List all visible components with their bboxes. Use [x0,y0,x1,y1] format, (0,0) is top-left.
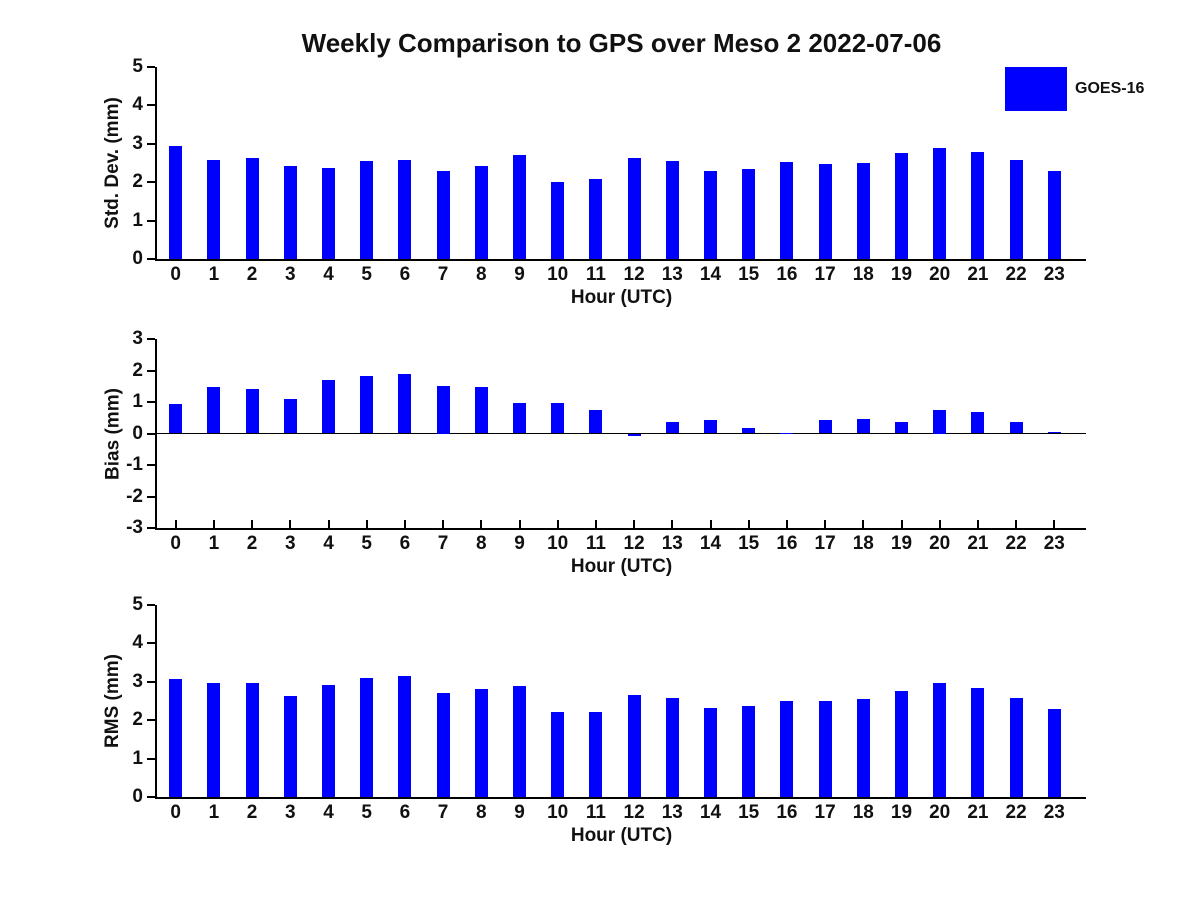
bar-hour-17 [819,420,832,434]
y-tick-label: 0 [132,422,143,444]
bar-hour-7 [437,693,450,797]
bar-hour-10 [551,403,564,434]
x-tick-label: 16 [776,264,798,285]
y-axis-label-rms: RMS (mm) [102,654,123,748]
bar-hour-14 [704,420,717,433]
y-tick [147,258,155,260]
x-tick-label: 1 [208,533,220,554]
x-tick-label: 2 [246,264,258,285]
bar-hour-1 [207,160,220,259]
x-tick [557,520,559,528]
bar-hour-20 [933,410,946,434]
bar-hour-19 [895,153,908,259]
bar-hour-4 [322,380,335,434]
x-tick-label: 20 [929,264,951,285]
y-tick [147,642,155,644]
x-tick-label: 14 [699,802,722,823]
x-tick [824,520,826,528]
x-tick-label: 12 [623,264,645,285]
y-tick-label: 2 [132,359,143,381]
y-tick [147,338,155,340]
y-tick [147,104,155,106]
x-tick-label: 9 [514,264,525,285]
x-tick-label: 3 [285,533,296,554]
x-tick-label: 7 [437,802,449,823]
y-tick-label: 3 [132,670,143,692]
x-tick [404,520,406,528]
y-tick [147,496,155,498]
x-tick-label: 14 [699,533,722,554]
bar-hour-19 [895,422,908,434]
x-tick-label: 2 [246,802,258,823]
x-tick-label: 4 [323,533,334,554]
y-tick [147,604,155,606]
x-tick [1053,520,1055,528]
x-tick [748,520,750,528]
x-tick-label: 10 [547,533,569,554]
bar-hour-3 [284,696,297,797]
y-tick-label: 5 [132,56,143,77]
x-tick [939,520,941,528]
bar-hour-2 [246,389,259,434]
bar-hour-7 [437,386,450,433]
x-tick-label: 20 [929,802,951,823]
x-tick [213,520,215,528]
y-tick-label: 3 [132,132,143,154]
bar-hour-17 [819,164,832,259]
x-tick-label: 14 [699,264,722,285]
x-tick-label: 20 [929,533,951,554]
x-tick-label: 12 [623,802,645,823]
y-tick [147,464,155,466]
bar-hour-5 [360,678,373,797]
y-tick [147,796,155,798]
x-tick-label: 0 [170,264,181,285]
y-tick-label: 4 [132,632,143,654]
bar-hour-21 [971,152,984,259]
x-axis-label-hour-utc: Hour (UTC) [570,287,673,308]
x-tick [1015,520,1017,528]
x-tick [671,520,673,528]
bar-hour-6 [398,374,411,433]
x-tick-label: 7 [437,533,449,554]
x-tick [633,520,635,528]
x-tick-label: 15 [738,533,760,554]
x-tick-label: 1 [208,264,220,285]
bar-hour-22 [1010,160,1023,259]
x-tick-label: 18 [852,264,874,285]
x-tick [442,520,444,528]
bar-hour-18 [857,419,870,434]
x-tick-label: 18 [852,802,874,823]
x-tick-label: 22 [1005,802,1027,823]
bar-hour-3 [284,166,297,259]
y-tick [147,66,155,68]
y-tick-label: 1 [132,391,143,412]
bar-hour-10 [551,712,564,797]
bar-hour-1 [207,683,220,797]
bar-hour-10 [551,182,564,259]
bar-hour-14 [704,171,717,259]
bar-hour-3 [284,399,297,433]
x-tick-label: 22 [1005,533,1027,554]
x-tick-label: 23 [1043,264,1065,285]
bar-hour-5 [360,161,373,259]
y-tick-label: -3 [126,517,143,538]
x-tick [901,520,903,528]
x-tick-label: 17 [814,802,836,823]
bar-hour-1 [207,387,220,434]
x-tick-label: 10 [547,264,569,285]
x-tick-label: 13 [661,802,683,823]
bar-hour-16 [780,433,793,434]
x-tick-label: 19 [890,264,913,285]
bar-hour-0 [169,679,182,797]
panel-bias [102,328,1086,577]
x-tick-label: 9 [514,533,525,554]
bar-hour-20 [933,683,946,797]
bar-hour-21 [971,688,984,797]
x-tick-label: 8 [476,533,487,554]
bar-hour-9 [513,686,526,797]
x-tick-label: 0 [170,802,181,823]
x-tick-label: 9 [514,802,525,823]
y-tick [147,370,155,372]
y-tick [147,143,155,145]
y-tick-label: 3 [132,328,143,349]
y-tick-label: 1 [132,747,143,769]
bar-hour-4 [322,685,335,797]
x-tick-label: 23 [1043,533,1065,554]
x-tick-label: 0 [170,533,181,554]
x-tick-label: 8 [476,802,487,823]
y-tick-label: 1 [132,209,143,231]
bar-hour-16 [780,701,793,797]
bar-hour-23 [1048,171,1061,259]
y-axis-line [155,67,157,259]
bar-hour-13 [666,161,679,259]
x-tick-label: 18 [852,533,874,554]
x-tick-label: 11 [585,802,606,823]
x-tick-label: 17 [814,264,836,285]
bar-hour-11 [589,712,602,797]
y-tick [147,758,155,760]
x-tick-label: 4 [323,264,334,285]
y-tick-label: 0 [132,248,143,269]
bar-hour-5 [360,376,373,433]
y-axis-label-bias: Bias (mm) [102,387,123,480]
x-tick-label: 16 [776,802,798,823]
y-axis-line [155,605,157,797]
bar-hour-8 [475,387,488,434]
bar-hour-12 [628,695,641,797]
bar-hour-23 [1048,709,1061,797]
bar-hour-18 [857,163,870,259]
x-tick-label: 12 [623,533,645,554]
x-axis-line [155,528,1086,530]
x-axis-line [155,797,1086,799]
y-axis-label-std-dev: Std. Dev. (mm) [102,97,123,229]
bar-hour-22 [1010,698,1023,797]
y-tick-label: 0 [132,786,143,807]
x-tick-label: 15 [738,264,760,285]
x-tick-label: 5 [361,802,372,823]
x-tick-label: 6 [399,264,411,285]
bar-hour-18 [857,699,870,797]
x-tick-label: 3 [285,802,296,823]
x-tick-label: 2 [246,533,258,554]
x-tick [862,520,864,528]
x-tick [175,520,177,528]
bar-hour-12 [628,158,641,259]
bar-hour-0 [169,404,182,433]
bar-hour-11 [589,410,602,433]
chart-title: Weekly Comparison to GPS over Meso 2 2022-07-06 [301,28,942,58]
x-tick-label: 19 [890,533,913,554]
x-tick [366,520,368,528]
bar-hour-11 [589,179,602,259]
bar-hour-19 [895,691,908,797]
x-tick [786,520,788,528]
x-tick [251,520,253,528]
x-tick-label: 13 [661,533,683,554]
bar-hour-7 [437,171,450,259]
x-tick-label: 8 [476,264,487,285]
bar-hour-14 [704,708,717,797]
y-tick [147,181,155,183]
bar-hour-6 [398,676,411,797]
bar-hour-13 [666,422,679,434]
bar-hour-0 [169,146,182,259]
x-tick-label: 19 [890,802,913,823]
bar-hour-20 [933,148,946,259]
bar-hour-12 [628,434,641,437]
y-tick [147,527,155,529]
bar-hour-16 [780,162,793,259]
x-tick-label: 11 [585,264,606,285]
panel-std-dev [102,56,1086,308]
x-tick [977,520,979,528]
x-tick-label: 5 [361,533,372,554]
x-tick-label: 3 [285,264,296,285]
bar-hour-2 [246,683,259,797]
y-tick [147,401,155,403]
bar-hour-15 [742,706,755,797]
y-tick-label: -2 [126,485,143,507]
x-tick [519,520,521,528]
bar-hour-6 [398,160,411,259]
x-tick-label: 10 [547,802,569,823]
x-tick-label: 22 [1005,264,1027,285]
x-tick-label: 23 [1043,802,1065,823]
x-tick-label: 4 [323,802,334,823]
legend-label: GOES-16 [1075,80,1145,97]
x-tick-label: 6 [399,802,411,823]
bar-hour-2 [246,158,259,259]
x-axis-line [155,259,1086,261]
bar-hour-13 [666,698,679,797]
bar-hour-21 [971,412,984,434]
y-tick-label: -1 [126,454,143,475]
bar-hour-9 [513,155,526,259]
x-tick-label: 13 [661,264,683,285]
x-tick-label: 15 [738,802,760,823]
x-tick [328,520,330,528]
x-axis-label-hour-utc: Hour (UTC) [570,825,673,846]
bar-hour-22 [1010,422,1023,434]
y-tick [147,719,155,721]
x-tick [289,520,291,528]
panel-rms [102,594,1086,846]
x-tick-label: 16 [776,533,798,554]
bar-hour-17 [819,701,832,797]
x-tick-label: 5 [361,264,372,285]
x-tick-label: 21 [967,264,989,285]
y-tick [147,220,155,222]
x-tick-label: 1 [208,802,220,823]
x-tick-label: 6 [399,533,411,554]
y-tick-label: 2 [132,709,143,731]
x-tick [710,520,712,528]
x-tick-label: 17 [814,533,836,554]
bar-hour-23 [1048,432,1061,434]
bar-hour-8 [475,166,488,259]
x-tick [595,520,597,528]
y-tick [147,681,155,683]
y-tick [147,433,155,435]
x-tick [480,520,482,528]
bar-hour-8 [475,689,488,797]
x-axis-label-hour-utc: Hour (UTC) [570,556,673,577]
x-tick-label: 21 [967,802,989,823]
bar-hour-15 [742,169,755,259]
y-tick-label: 4 [132,94,143,116]
x-tick-label: 21 [967,533,989,554]
x-tick-label: 7 [437,264,449,285]
bar-hour-4 [322,168,335,259]
bar-hour-15 [742,428,755,434]
bar-hour-9 [513,403,526,433]
x-tick-label: 11 [585,533,606,554]
y-tick-label: 2 [132,171,143,193]
y-tick-label: 5 [132,594,143,615]
